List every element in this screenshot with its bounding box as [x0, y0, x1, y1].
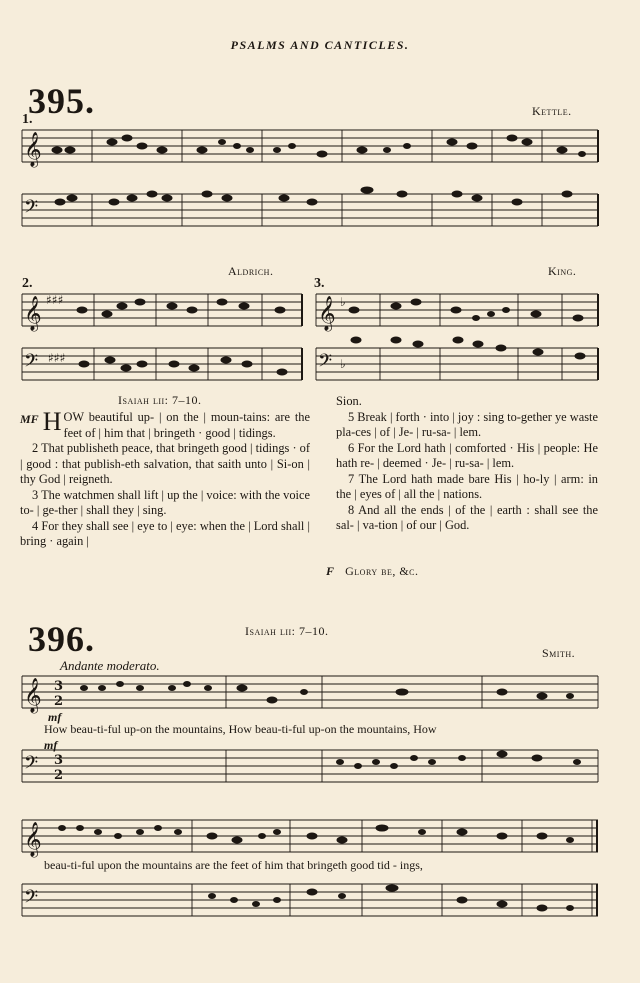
svg-text:𝄞: 𝄞 [24, 822, 42, 857]
composer-kettle: Kettle. [532, 104, 572, 118]
verse-3: 3 The watchmen shall lift | up the | voice: with the voice to- | ge-ther | shall they | sing. [20, 487, 310, 517]
svg-text:♭: ♭ [340, 357, 346, 371]
hymn-396-scripture: Isaiah lii: 7–10. [245, 624, 329, 638]
svg-text:♯♯♯: ♯♯♯ [46, 293, 64, 307]
svg-text:𝄢: 𝄢 [24, 197, 39, 222]
svg-text:𝄞: 𝄞 [318, 296, 336, 331]
verse-6: 6 For the Lord hath | comforted · His | people: He hath re- | deemed · Je- | ru-sa- | lem. [336, 440, 598, 470]
hymn-number-396: 396. [28, 619, 95, 659]
hymn-395-verses-right [336, 394, 598, 534]
gloria-line [326, 564, 419, 579]
dynamic-f: F [326, 564, 335, 578]
dynamic-mf-bass: mf [44, 738, 58, 752]
verse-7: 7 The Lord hath made bare His | ho-ly | arm: in the | eyes of | all the | nations. [336, 471, 598, 501]
chant-2-treble-staff [22, 290, 302, 330]
hymn-396-system-2-bass [22, 880, 598, 920]
chant-1-bass-staff [22, 190, 598, 230]
chant-1-treble-staff [22, 126, 598, 166]
composer-aldrich: Aldrich. [228, 264, 274, 278]
composer-smith: Smith. [542, 646, 576, 660]
svg-text:𝄢: 𝄢 [24, 887, 39, 912]
chant-2-bass-staff [22, 344, 302, 384]
svg-text:3: 3 [54, 753, 64, 768]
chant-3-bass-staff [316, 344, 598, 384]
hymn-395-verses-left [20, 407, 310, 550]
svg-text:2: 2 [54, 694, 64, 709]
verse-8: 8 And all the ends | of the | earth : shall see the sal- | va-tion | of our | God. [336, 502, 598, 532]
composer-king: King. [548, 264, 577, 278]
dynamic-mf-treble: mf [48, 710, 62, 724]
svg-text:2: 2 [54, 768, 64, 783]
verse-4-end: Sion. [336, 394, 362, 408]
verse-1: OW beautiful up- | on the | moun-tains: are the feet of | him that | bringeth · good | tidings. [63, 410, 310, 440]
hymn-396-system-1-bass [22, 746, 598, 786]
tempo-marking: Andante moderato. [60, 658, 160, 673]
drop-cap: H [42, 407, 62, 436]
hymn-number-395: 395. [28, 81, 95, 121]
hymn-396-system-1-treble [22, 672, 598, 712]
chant-1-label: 1. [22, 112, 33, 127]
svg-text:𝄞: 𝄞 [24, 296, 42, 331]
gloria-text: Glory be, &c. [345, 564, 419, 578]
verse-4: 4 For they shall see | eye to | eye: when the | Lord shall | bring · again | [20, 518, 310, 548]
svg-text:𝄢: 𝄢 [24, 753, 39, 778]
chant-3-treble-staff [316, 290, 598, 330]
svg-text:♭: ♭ [340, 295, 346, 309]
svg-text:𝄞: 𝄞 [24, 132, 42, 167]
chant-2-label: 2. [22, 276, 33, 291]
svg-text:♯♯♯: ♯♯♯ [48, 351, 66, 365]
lyrics-line-1: How beau-ti-ful up-on the mountains, How beau-ti-ful up-on the mountains, How [44, 722, 437, 736]
lyrics-line-2: beau-ti-ful upon the mountains are the feet of him that bringeth good tid - ings, [44, 858, 423, 872]
verse-2: 2 That publisheth peace, that bringeth good | tidings · of | good : that publish-eth salvation, that saith unto | Si-on | thy God | reigneth. [20, 441, 310, 486]
svg-text:3: 3 [54, 679, 64, 694]
hymn-395-scripture: Isaiah lii: 7–10. [118, 393, 202, 407]
chant-3-label: 3. [314, 276, 325, 291]
svg-text:𝄢: 𝄢 [318, 351, 333, 376]
page-header: PSALMS AND CANTICLES. [230, 38, 410, 52]
dynamic-mf: MF [20, 412, 39, 426]
hymn-396-system-2-treble [22, 816, 598, 856]
verse-5: 5 Break | forth · into | joy : sing to-gether ye waste pla-ces | of | Je- | ru-sa- | lem. [336, 409, 598, 439]
svg-text:𝄢: 𝄢 [24, 351, 39, 376]
svg-text:𝄞: 𝄞 [24, 678, 42, 713]
